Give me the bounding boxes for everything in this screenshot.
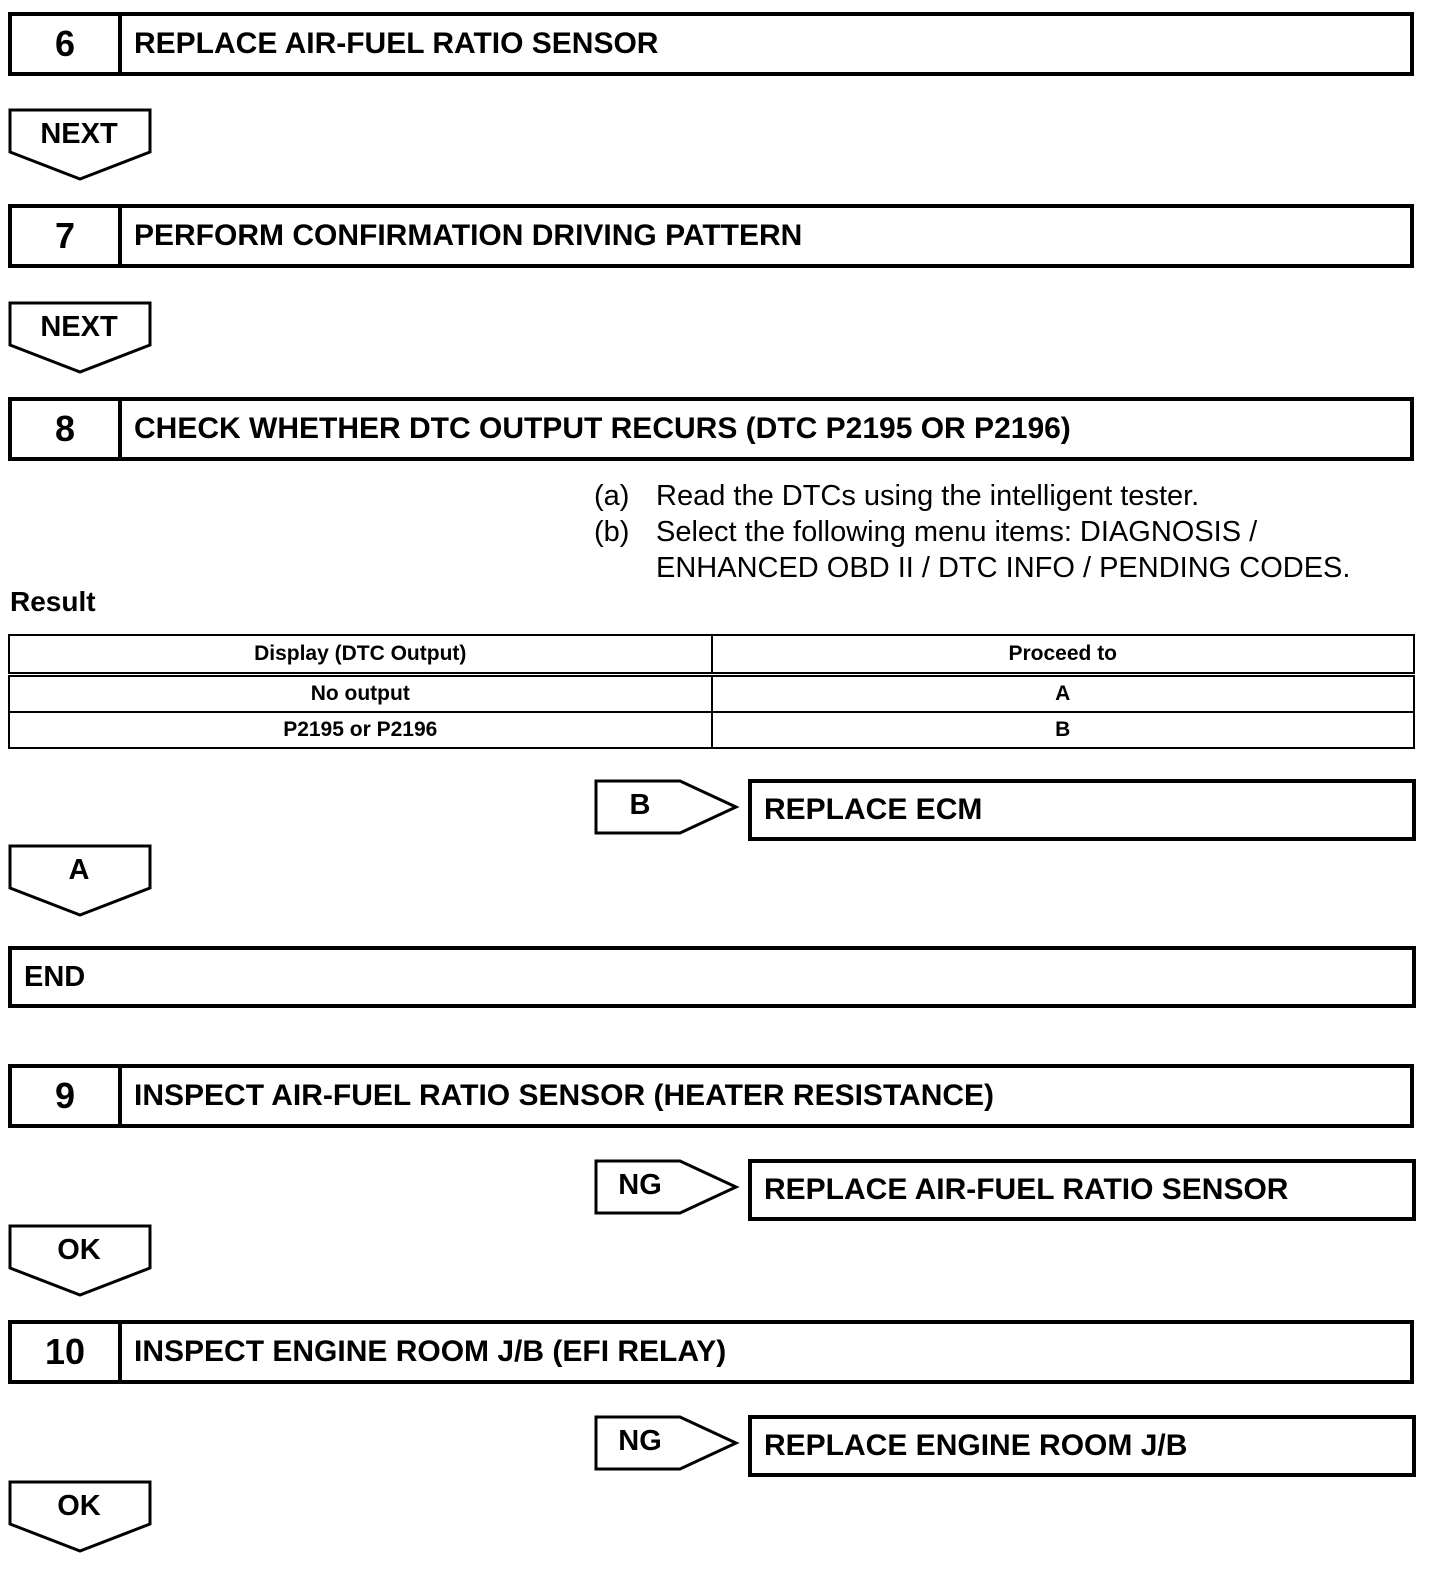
end-box: END [8, 946, 1416, 1008]
column-header: Display (DTC Output) [9, 635, 712, 675]
action-replace-af-sensor: REPLACE AIR-FUEL RATIO SENSOR [748, 1159, 1416, 1221]
step-10-box [8, 1320, 1414, 1384]
result-table [8, 634, 1415, 749]
action-replace-ecm: REPLACE ECM [748, 779, 1416, 841]
step-number: 8 [12, 401, 122, 457]
step-title: CHECK WHETHER DTC OUTPUT RECURS (DTC P2195 OR P2196) [134, 412, 1071, 445]
ok-arrow-1 [8, 1224, 152, 1296]
step-number: 10 [12, 1324, 122, 1380]
instruction-item [594, 514, 1414, 586]
instruction-tag: (a) [594, 480, 630, 512]
instruction-text: Select the following menu items: DIAGNOSIS / ENHANCED OBD II / DTC INFO / PENDING CODES. [656, 516, 1351, 584]
table-row [9, 675, 1414, 713]
next-arrow-2 [8, 301, 152, 373]
branch-arrow-ng-1 [594, 1159, 740, 1215]
next-arrow-1 [8, 108, 152, 180]
arrow-label: NEXT [40, 311, 118, 343]
step-title: REPLACE AIR-FUEL RATIO SENSOR [134, 27, 659, 60]
arrow-label: NG [618, 1425, 662, 1457]
arrow-label: OK [57, 1234, 101, 1266]
instruction-item [594, 478, 1414, 514]
instruction-tag: (b) [594, 516, 630, 548]
step-7-box [8, 204, 1414, 268]
table-cell: A [712, 675, 1415, 713]
branch-arrow-b [594, 779, 740, 835]
table-row [9, 712, 1414, 748]
step-number: 7 [12, 208, 122, 264]
table-header-row [9, 635, 1414, 675]
ok-arrow-2 [8, 1480, 152, 1552]
step-title: INSPECT ENGINE ROOM J/B (EFI RELAY) [134, 1335, 727, 1368]
action-replace-engine-room-jb: REPLACE ENGINE ROOM J/B [748, 1415, 1416, 1477]
instruction-text: Read the DTCs using the intelligent tester. [656, 480, 1200, 512]
step-number: 6 [12, 16, 122, 72]
branch-arrow-ng-2 [594, 1415, 740, 1471]
arrow-label: NEXT [40, 118, 118, 150]
arrow-label: OK [57, 1490, 101, 1522]
step-title: PERFORM CONFIRMATION DRIVING PATTERN [134, 219, 803, 252]
table-cell: No output [9, 675, 712, 713]
step-number: 9 [12, 1068, 122, 1124]
result-label: Result [10, 586, 96, 617]
step-9-box [8, 1064, 1414, 1128]
table-cell: B [712, 712, 1415, 748]
step-6-box [8, 12, 1414, 76]
instructions [594, 478, 1414, 586]
arrow-label: NG [618, 1169, 662, 1201]
column-header: Proceed to [712, 635, 1415, 675]
arrow-label: B [629, 789, 651, 821]
table-cell: P2195 or P2196 [9, 712, 712, 748]
step-title: INSPECT AIR-FUEL RATIO SENSOR (HEATER RESISTANCE) [134, 1079, 995, 1112]
step-8-box [8, 397, 1414, 461]
a-arrow [8, 844, 152, 916]
arrow-label: A [68, 854, 90, 886]
